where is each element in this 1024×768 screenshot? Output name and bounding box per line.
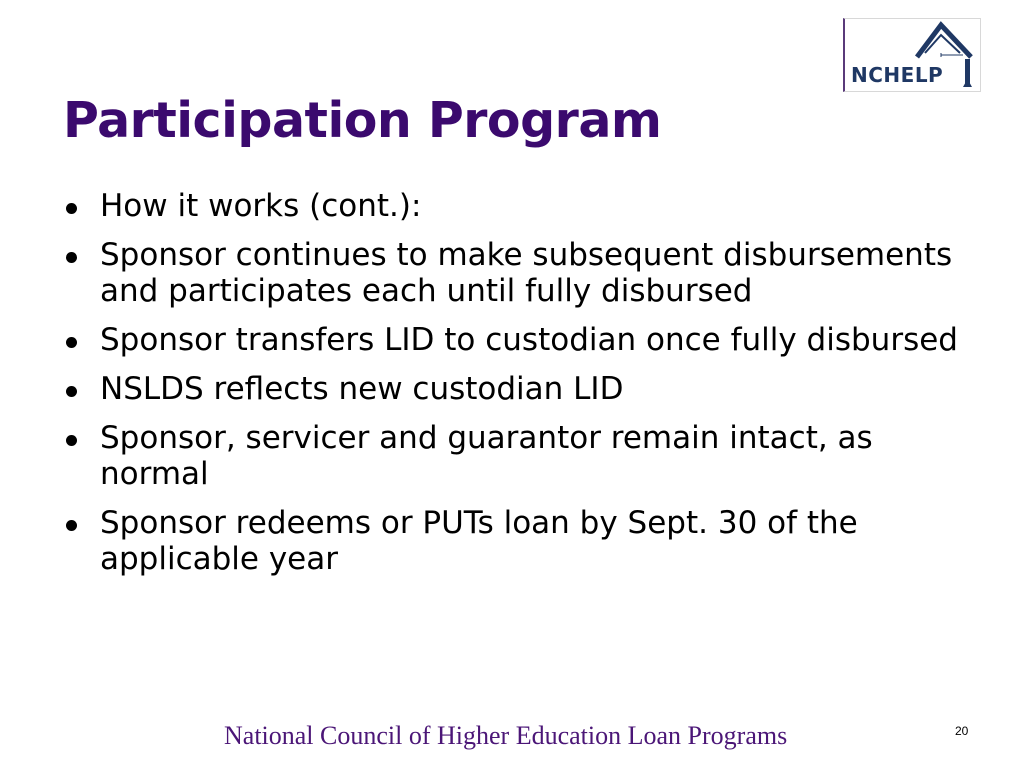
footer-organization: National Council of Higher Education Loan Programs	[224, 721, 788, 750]
bullet-icon	[66, 386, 77, 397]
bullet-text: Sponsor transfers LID to custodian once fully disbursed	[100, 322, 958, 358]
bullet-icon	[66, 252, 77, 263]
nchelp-logo	[843, 18, 981, 92]
bullet-icon	[66, 337, 77, 348]
list-item	[62, 322, 962, 358]
list-item	[62, 371, 962, 407]
bullet-text: NSLDS reflects new custodian LID	[100, 371, 624, 407]
bullet-text: How it works (cont.):	[100, 188, 422, 224]
list-item	[62, 237, 962, 309]
list-item	[62, 420, 962, 492]
bullet-icon	[66, 203, 77, 214]
bullet-icon	[66, 520, 77, 531]
bullet-icon	[66, 435, 77, 446]
list-item	[62, 505, 962, 577]
logo-text: NCHELP	[851, 63, 944, 87]
slide-number: 20	[955, 724, 969, 738]
bullet-text: Sponsor redeems or PUTs loan by Sept. 30 of the applicable year	[100, 505, 858, 577]
list-item	[62, 188, 962, 224]
bullet-text: Sponsor continues to make subsequent disbursements and participates each until fully disbursed	[100, 237, 953, 309]
bullet-list	[62, 188, 962, 590]
bullet-text: Sponsor, servicer and guarantor remain intact, as normal	[100, 420, 873, 492]
slide-title: Participation Program	[63, 92, 662, 149]
